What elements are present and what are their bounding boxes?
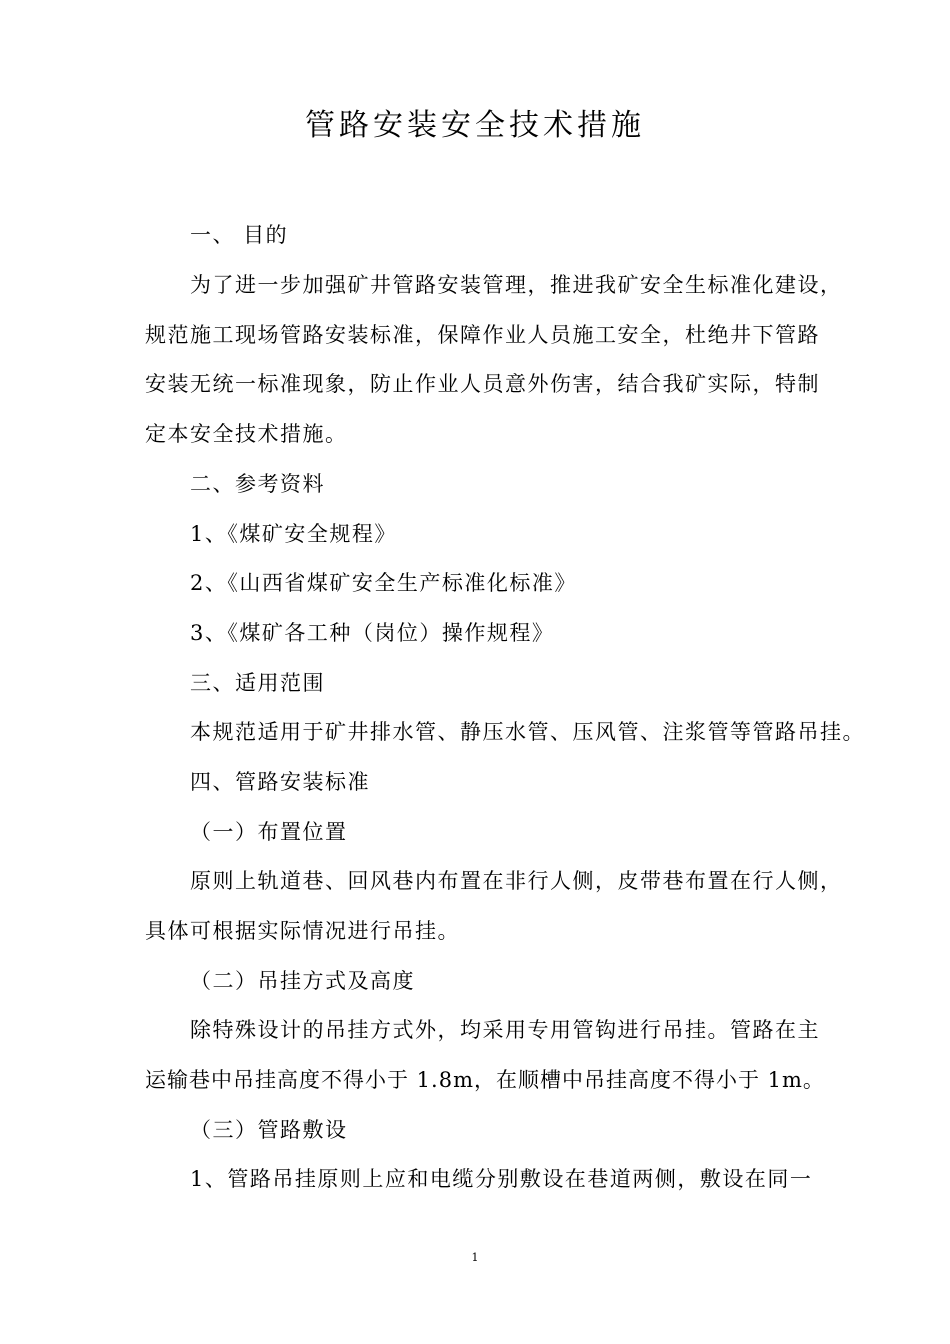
reference-item: 3、《煤矿各工种（岗位）操作规程》 — [190, 621, 555, 645]
paragraph-line: 本规范适用于矿井排水管、静压水管、压风管、注浆管等管路吊挂。 — [190, 720, 865, 744]
section-heading-scope: 三、适用范围 — [190, 671, 325, 695]
page-number: 1 — [471, 1251, 479, 1264]
document-title: 管路安装安全技术措施 — [305, 108, 645, 143]
subsection-heading: （一）布置位置 — [190, 820, 348, 844]
paragraph-line: 1、管路吊挂原则上应和电缆分别敷设在巷道两侧，敷设在同一 — [190, 1167, 813, 1191]
reference-item: 2、《山西省煤矿安全生产标准化标准》 — [190, 571, 577, 595]
paragraph-line: 为了进一步加强矿井管路安装管理，推进我矿安全生标准化建设， — [190, 273, 843, 297]
section-heading-purpose: 一、 目的 — [190, 223, 289, 247]
paragraph-line: 具体可根据实际情况进行吊挂。 — [145, 919, 460, 943]
section-heading-references: 二、参考资料 — [190, 472, 325, 496]
section-heading-standards: 四、管路安装标准 — [190, 770, 370, 794]
paragraph-line: 除特殊设计的吊挂方式外，均采用专用管钩进行吊挂。管路在主 — [190, 1018, 820, 1042]
reference-item: 1、《煤矿安全规程》 — [190, 522, 397, 546]
paragraph-line: 原则上轨道巷、回风巷内布置在非行人侧，皮带巷布置在行人侧， — [190, 869, 843, 893]
paragraph-line: 规范施工现场管路安装标准，保障作业人员施工安全，杜绝井下管路 — [145, 323, 820, 347]
subsection-heading: （二）吊挂方式及高度 — [190, 969, 415, 993]
paragraph-line: 运输巷中吊挂高度不得小于 1.8m，在顺槽中吊挂高度不得小于 1m。 — [145, 1068, 825, 1092]
paragraph-line: 安装无统一标准现象，防止作业人员意外伤害，结合我矿实际，特制 — [145, 372, 820, 396]
subsection-heading: （三）管路敷设 — [190, 1118, 348, 1142]
paragraph-line: 定本安全技术措施。 — [145, 422, 348, 446]
